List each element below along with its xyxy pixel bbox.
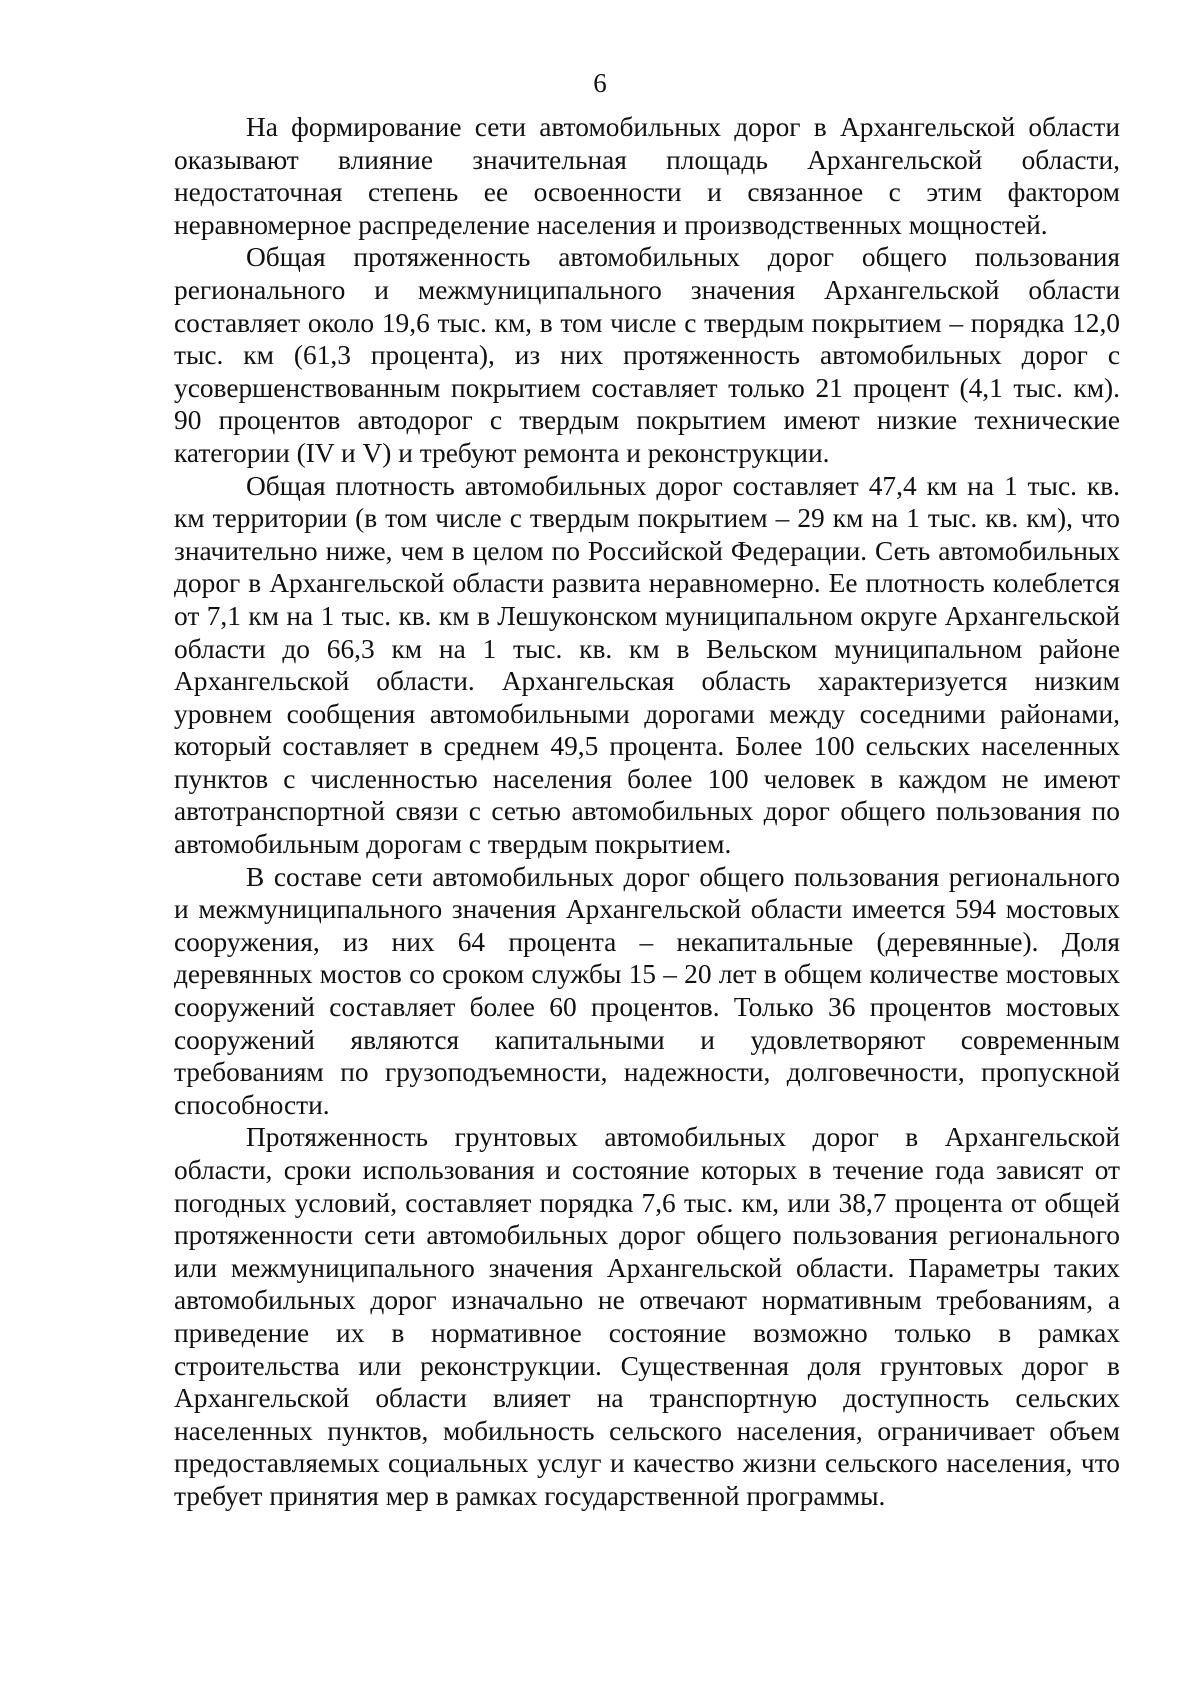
paragraph-road-network-factors: На формирование сети автомобильных дорог в Архангельской области оказывают влияние значительная площадь Архангельской области, недостаточная степень ее освоенности и связанное с этим фактором неравномерное распределение населения и производственных мощностей. (174, 112, 1120, 240)
paragraph-dirt-roads: Протяженность грунтовых автомобильных дорог в Архангельской области, сроки использования и состояние которых в течение года зависят от погодных условий, составляет порядка 7,6 тыс. км, или 38,7 процента от общей протяженности сети автомобильных дорог общего пользования регионального или межмуниципального значения Архангельской области. Параметры таких автомобильных дорог изначально не отвечают нормативным требованиям, а приведение их в нормативное состояние возможно только в рамках строительства или реконструкции. Существенная доля грунтовых дорог в Архангельской области влияет на транспортную доступность сельских населенных пунктов, мобильность сельского населения, ограничивает объем предоставляемых социальных услуг и качество жизни сельского населения, что требует принятия мер в рамках государственной программы. (174, 1122, 1120, 1511)
paragraph-road-density: Общая плотность автомобильных дорог составляет 47,4 км на 1 тыс. кв. км территории (в том числе с твердым покрытием – 29 км на 1 тыс. кв. км), что значительно ниже, чем в целом по Российской Федерации. Сеть автомобильных дорог в Архангельской области развита неравномерно. Ее плотность колеблется от 7,1 км на 1 тыс. кв. км в Лешуконском муниципальном округе Архангельской области до 66,3 км на 1 тыс. кв. км в Вельском муниципальном районе Архангельской области. Архангельская область характеризуется низким уровнем сообщения автомобильными дорогами между соседними районами, который составляет в среднем 49,5 процента. Более 100 сельских населенных пунктов с численностью населения более 100 человек в каждом не имеют автотранспортной связи с сетью автомобильных дорог общего пользования по автомобильным дорогам с твердым покрытием. (174, 470, 1120, 860)
paragraph-bridges: В составе сети автомобильных дорог общего пользования регионального и межмуниципального значения Архангельской области имеется 594 мостовых сооружения, из них 64 процента – некапитальные (деревянные). Доля деревянных мостов со сроком службы 15 – 20 лет в общем количестве мостовых сооружений составляет более 60 процентов. Только 36 процентов мостовых сооружений являются капитальными и удовлетворяют современным требованиям по грузоподъемности, надежности, долговечности, пропускной способности. (174, 861, 1120, 1120)
page-number: 6 (593, 68, 607, 98)
paragraph-road-length: Общая протяженность автомобильных дорог общего пользования регионального и межмуниципального значения Архангельской области составляет около 19,6 тыс. км, в том числе с твердым покрытием – порядка 12,0 тыс. км (61,3 процента), из них протяженность автомобильных дорог с усовершенствованным покрытием составляет только 21 процент (4,1 тыс. км). 90 процентов автодорог с твердым покрытием имеют низкие технические категории (IV и V) и требуют ремонта и реконструкции. (174, 242, 1120, 468)
body-text (174, 111, 1120, 1513)
